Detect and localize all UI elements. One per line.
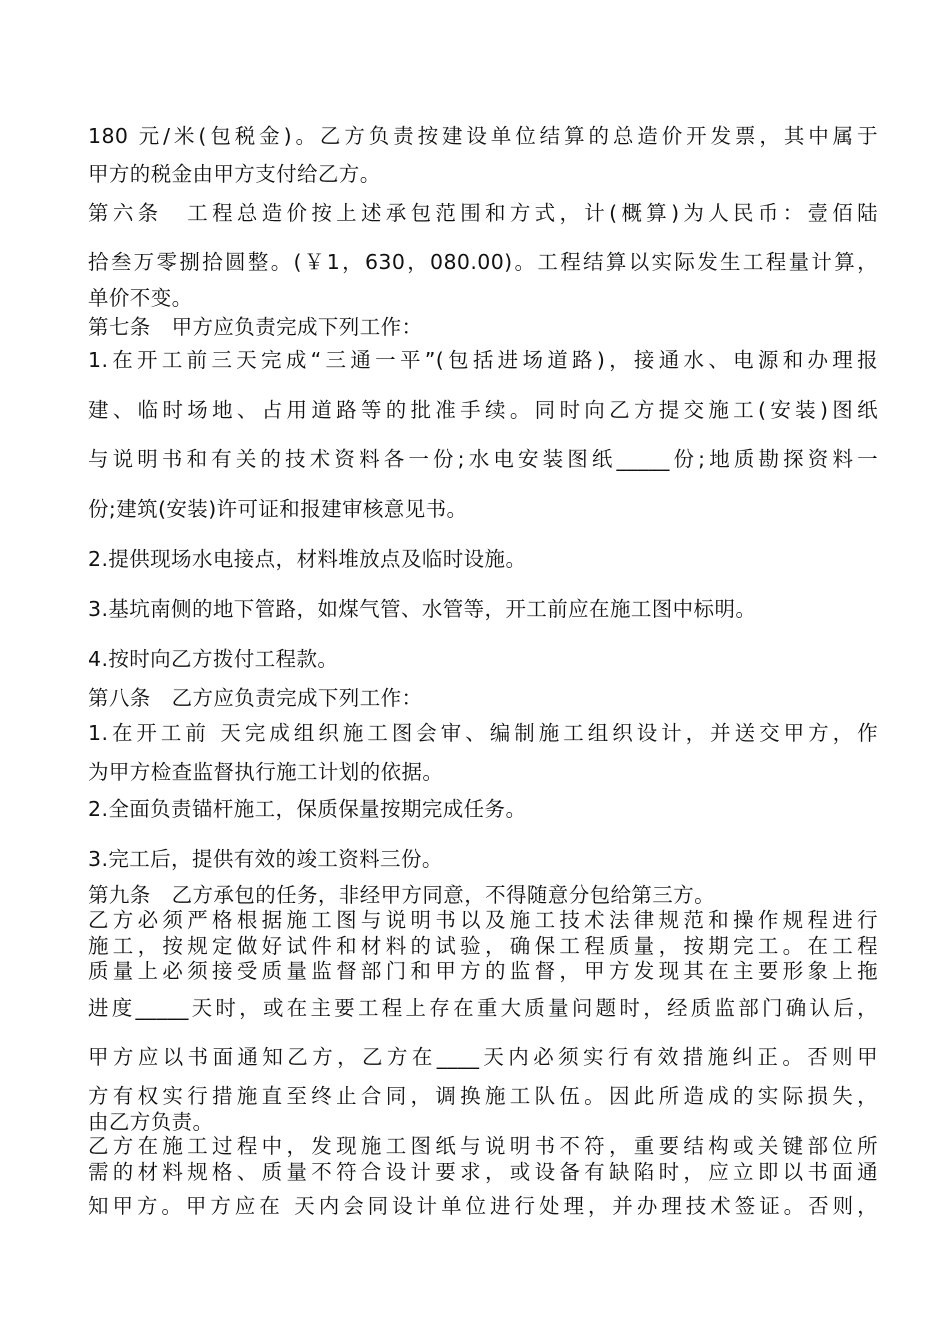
text-line-18: 3.完工后，提供有效的竣工资料三份。 [88,847,443,871]
text-line-7: 1.在开工前三天完成“三通一平”(包括进场道路)，接通水、电源和办理报 [88,348,878,372]
text-line-13: 4.按时向乙方拨付工程款。 [88,647,339,671]
article-7-heading: 第七条 甲方应负责完成下列工作： [88,315,423,339]
text-line-9: 与说明书和有关的技术资料各一份;水电安装图纸_____份;地质勘探资料一 [88,447,878,471]
text-line-8: 建、临时场地、占用道路等的批准手续。同时向乙方提交施工(安装)图纸 [88,398,878,422]
text-line-17: 2.全面负责锚杆施工，保质保量按期完成任务。 [88,797,527,821]
text-line-24: 甲方应以书面通知乙方，乙方在____天内必须实行有效措施纠正。否则甲 [88,1045,878,1069]
article-9-heading: 第九条 乙方承包的任务，非经甲方同意，不得随意分包给第三方。 [88,883,715,907]
text-line-16: 为甲方检查监督执行施工计划的依据。 [88,760,444,784]
text-line-11: 2.提供现场水电接点，材料堆放点及临时设施。 [88,547,527,571]
text-line-27: 乙方在施工过程中，发现施工图纸与说明书不符，重要结构或关键部位所 [88,1134,878,1158]
text-line-22: 质量上必须接受质量监督部门和甲方的监督，甲方发现其在主要形象上拖 [88,959,878,983]
text-line-28: 需的材料规格、质量不符合设计要求，或设备有缺陷时，应立即以书面通 [88,1160,878,1184]
text-line-4: 拾叁万零捌拾圆整。(￥1，630，080.00)。工程结算以实际发生工程量计算， [88,250,878,274]
text-line-1: 180 元/米(包税金)。乙方负责按建设单位结算的总造价开发票，其中属于 [88,124,878,148]
text-line-15: 1.在开工前 天完成组织施工图会审、编制施工组织设计，并送交甲方，作 [88,721,878,745]
text-line-26: 由乙方负责。 [88,1110,214,1134]
text-line-2: 甲方的税金由甲方支付给乙方。 [88,162,381,186]
text-line-25: 方有权实行措施直至终止合同，调换施工队伍。因此所造成的实际损失， [88,1084,878,1108]
text-line-5: 单价不变。 [88,286,193,310]
article-6-heading: 第六条 工程总造价按上述承包范围和方式，计(概算)为人民币：壹佰陆 [88,201,878,225]
text-line-12: 3.基坑南侧的地下管路，如煤气管、水管等，开工前应在施工图中标明。 [88,597,757,621]
text-line-23: 进度_____天时，或在主要工程上存在重大质量问题时，经质监部门确认后， [88,996,878,1020]
text-line-20: 乙方必须严格根据施工图与说明书以及施工技术法律规范和操作规程进行 [88,908,878,932]
text-line-21: 施工，按规定做好试件和材料的试验，确保工程质量，按期完工。在工程 [88,934,878,958]
article-8-heading: 第八条 乙方应负责完成下列工作： [88,686,423,710]
text-line-29: 知甲方。甲方应在 天内会同设计单位进行处理，并办理技术签证。否则， [88,1194,878,1218]
text-line-10: 份;建筑(安装)许可证和报建审核意见书。 [88,497,468,521]
